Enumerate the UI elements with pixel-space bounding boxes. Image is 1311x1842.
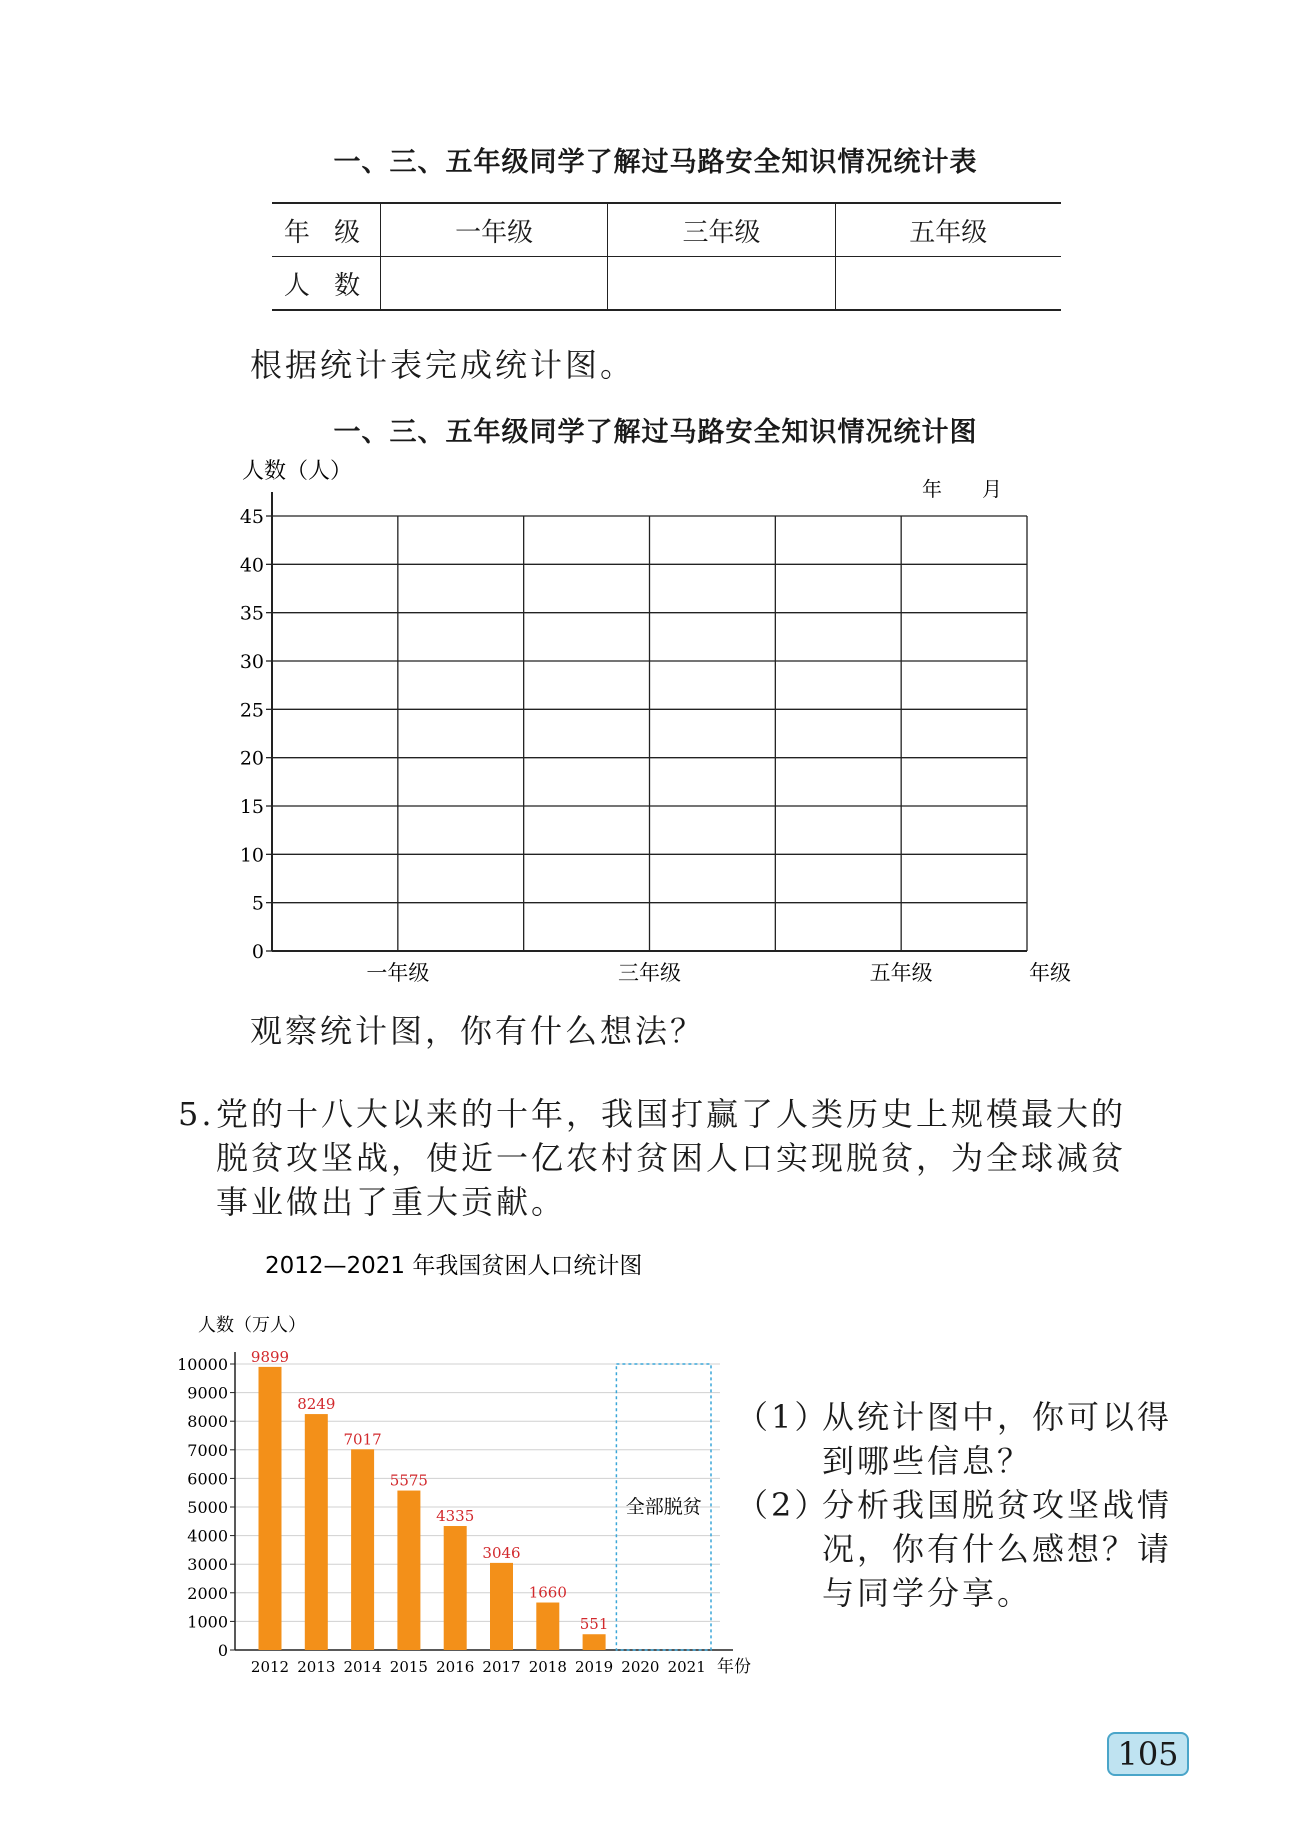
bar-value-label: 551 — [579, 1615, 609, 1634]
chart1-ylabel: 人数（人） — [242, 459, 353, 484]
grid-ytick-label: 35 — [239, 602, 264, 625]
bar-xtick-label: 2013 — [297, 1658, 336, 1676]
bar — [444, 1526, 467, 1650]
chart1-date-label: 年 月 — [922, 477, 1002, 501]
grid-xtick-label: 五年级 — [869, 961, 933, 985]
question-line: 况，你有什么感想？请 — [822, 1530, 1173, 1568]
bar-ytick-label: 5000 — [187, 1498, 228, 1517]
instruction-complete-chart: 根据统计表完成统计图。 — [250, 346, 636, 384]
question-number: （2） — [736, 1486, 830, 1524]
bar-value-label: 4335 — [436, 1507, 475, 1526]
problem-number: 5. — [178, 1095, 215, 1133]
bar-xtick-label: 2015 — [389, 1658, 428, 1676]
table-header-cell: 五年级 — [835, 203, 1061, 257]
chart1-title: 一、三、五年级同学了解过马路安全知识情况统计图 — [333, 417, 978, 448]
bar-ytick-label: 3000 — [187, 1555, 228, 1575]
bar-xtick-label: 2020 — [621, 1658, 660, 1676]
grid-ytick-label: 40 — [239, 554, 264, 577]
bar — [583, 1634, 606, 1650]
grid-ytick-label: 15 — [239, 796, 264, 818]
bar-ytick-label: 8000 — [187, 1412, 228, 1432]
bar — [259, 1367, 282, 1650]
bar-xtick-label: 2018 — [528, 1658, 567, 1676]
problem-line: 脱贫攻坚战，使近一亿农村贫困人口实现脱贫，为全球减贫 — [216, 1139, 1127, 1177]
bar-value-label: 3046 — [482, 1543, 521, 1562]
grid-ytick-label: 5 — [251, 892, 264, 915]
grid-ytick-label: 45 — [239, 506, 264, 528]
bar-xtick-label: 2021 — [667, 1658, 706, 1676]
bar — [536, 1603, 559, 1650]
table-header-cell: 年 级 — [272, 203, 381, 257]
grid-xtick-label: 三年级 — [618, 961, 681, 985]
bar-value-label: 8249 — [297, 1395, 336, 1414]
bar-value-label: 7017 — [343, 1430, 382, 1449]
bar-ytick-label: 6000 — [187, 1469, 228, 1489]
chart1-xlabel: 年级 — [1029, 961, 1071, 985]
question-line: 从统计图中，你可以得 — [822, 1398, 1173, 1436]
bar-xtick-label: 2019 — [575, 1658, 614, 1676]
bar — [351, 1449, 374, 1650]
chart2-title: 2012—2021 年我国贫困人口统计图 — [265, 1253, 643, 1279]
problem-line: 事业做出了重大贡献。 — [216, 1183, 567, 1221]
bar-ytick-label: 10000 — [177, 1355, 228, 1374]
bar-ytick-label: 7000 — [187, 1440, 228, 1460]
page-number: 105 — [1107, 1732, 1189, 1776]
bar-ytick-label: 1000 — [187, 1612, 228, 1632]
bar-xtick-label: 2017 — [482, 1658, 521, 1676]
full-relief-annotation: 全部脱贫 — [625, 1496, 702, 1518]
grid-xtick-label: 一年级 — [366, 961, 430, 985]
instruction-observe: 观察统计图，你有什么想法？ — [250, 1012, 706, 1050]
table-row-label: 人 数 — [272, 257, 381, 311]
table-header-cell: 三年级 — [608, 203, 835, 257]
question-line: 到哪些信息？ — [822, 1442, 1033, 1480]
table-title: 一、三、五年级同学了解过马路安全知识情况统计表 — [333, 147, 978, 178]
bar-value-label: 9899 — [250, 1347, 290, 1366]
problem-line: 党的十八大以来的十年，我国打赢了人类历史上规模最大的 — [216, 1095, 1127, 1133]
bar — [397, 1491, 420, 1650]
grid-ytick-label: 30 — [239, 651, 264, 673]
bar-xtick-label: 2016 — [436, 1658, 475, 1676]
bar-ytick-label: 9000 — [187, 1383, 228, 1403]
grid-ytick-label: 0 — [251, 941, 264, 963]
bar-value-label: 1660 — [528, 1583, 567, 1602]
bar-value-label: 5575 — [389, 1471, 428, 1490]
chart2-xlabel: 年份 — [717, 1657, 751, 1677]
question-line: 分析我国脱贫攻坚战情 — [822, 1486, 1173, 1524]
question-line: 与同学分享。 — [822, 1574, 1033, 1612]
grid-ytick-label: 25 — [239, 699, 264, 722]
grid-ytick-label: 10 — [239, 844, 264, 867]
bar — [305, 1414, 328, 1650]
bar-xtick-label: 2012 — [250, 1658, 290, 1676]
bar — [490, 1563, 513, 1650]
grid-ytick-label: 20 — [239, 747, 264, 770]
chart2-ylabel: 人数（万人） — [198, 1315, 306, 1336]
bar-xtick-label: 2014 — [343, 1658, 382, 1676]
bar-ytick-label: 0 — [217, 1641, 228, 1660]
bar-ytick-label: 4000 — [187, 1526, 228, 1546]
question-number: （1） — [736, 1398, 830, 1436]
bar-ytick-label: 2000 — [187, 1583, 228, 1603]
table-header-cell: 一年级 — [381, 203, 608, 257]
